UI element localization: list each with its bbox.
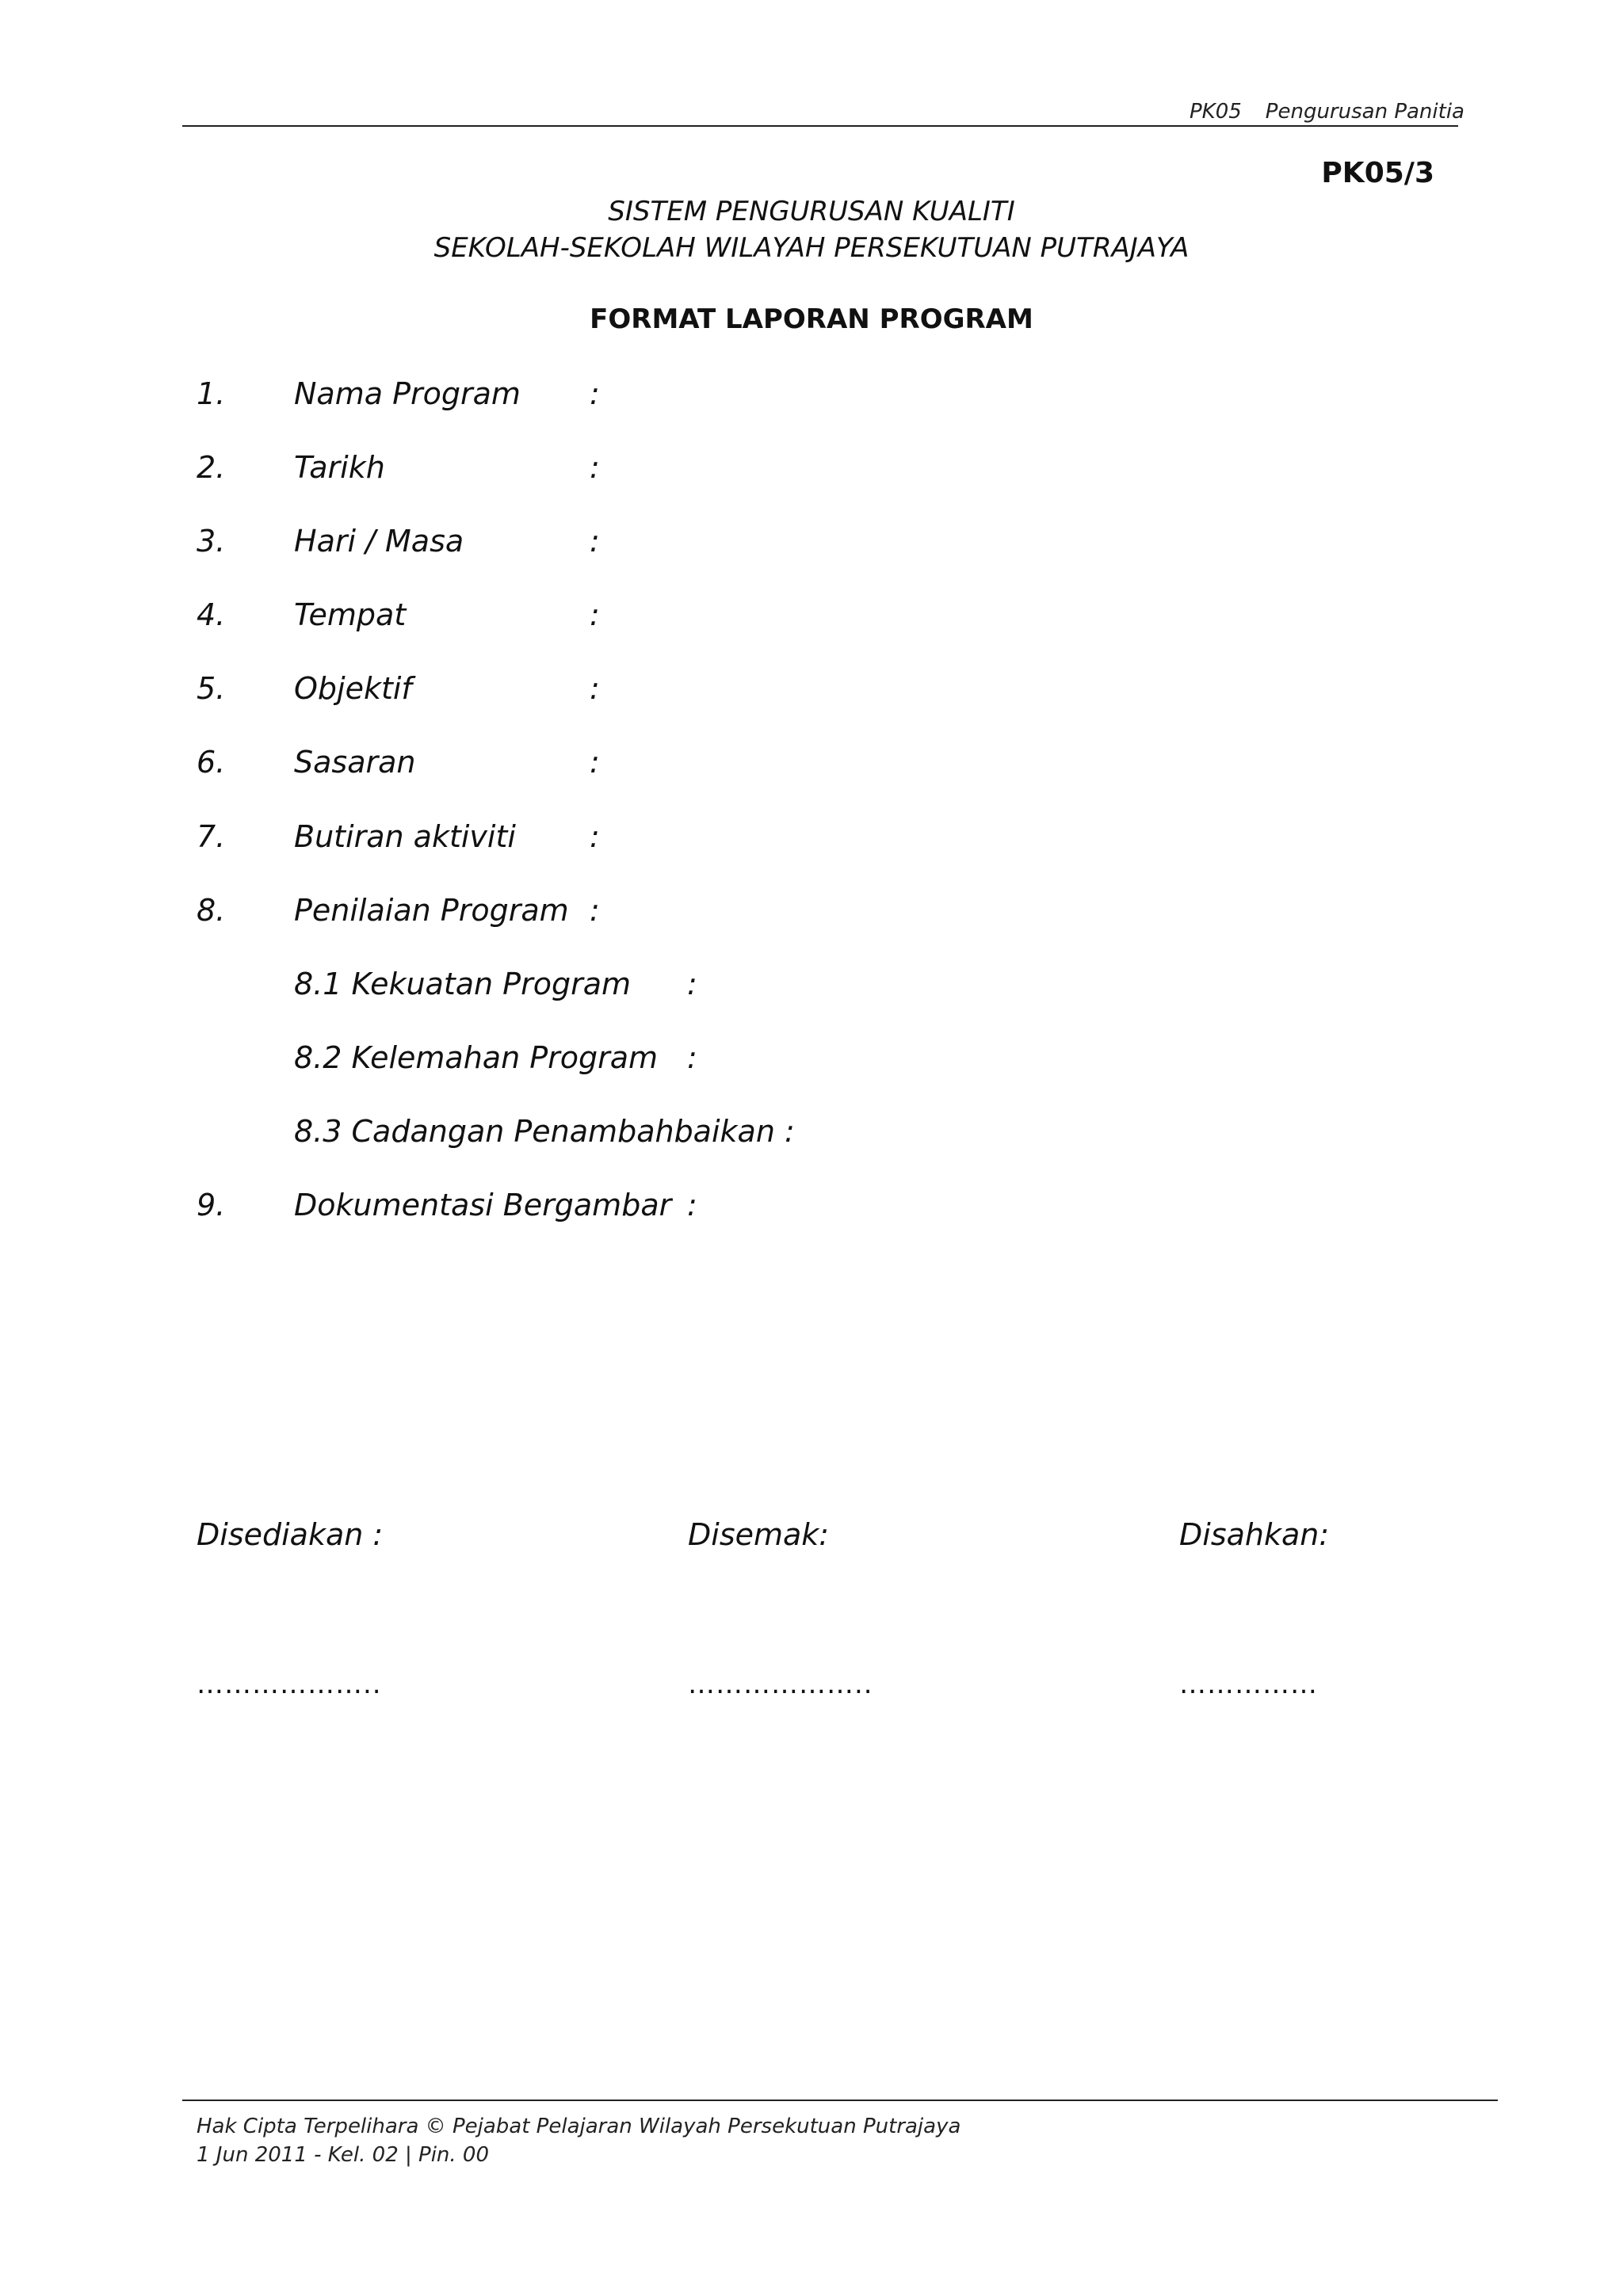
approved-by-label: Disahkan:: [1179, 1517, 1330, 1552]
field-label: Dokumentasi Bergambar: [294, 1188, 672, 1222]
field-label: Objektif: [294, 671, 412, 706]
subfield-cadangan: [294, 1114, 795, 1149]
subfield-kelemahan: [294, 1040, 697, 1075]
header-divider: [182, 125, 1458, 127]
field-number: 2.: [197, 450, 226, 485]
document-heading: FORMAT LAPORAN PROGRAM: [590, 303, 1033, 335]
header-section: Pengurusan Panitia: [1265, 100, 1465, 124]
title-line-1: SISTEM PENGURUSAN KUALITI: [608, 196, 1015, 227]
field-colon: :: [590, 450, 600, 485]
document-code: PK05/3: [1321, 157, 1434, 189]
header-code: PK05: [1189, 100, 1242, 124]
field-number: 7.: [197, 819, 226, 854]
field-label: Nama Program: [294, 376, 521, 411]
field-colon: :: [590, 524, 600, 559]
field-colon: :: [590, 819, 600, 854]
field-label: Tarikh: [294, 450, 385, 485]
page-header: [1190, 100, 1465, 124]
subfield-colon: :: [687, 1040, 697, 1075]
footer-divider: [182, 2100, 1498, 2101]
footer-copyright: Hak Cipta Terpelihara © Pejabat Pelajaran Wilayah Persekutuan Putrajaya: [197, 2115, 961, 2138]
field-label: Penilaian Program: [294, 893, 569, 928]
field-colon: :: [590, 376, 600, 411]
field-number: 6.: [197, 745, 226, 780]
footer-revision: 1 Jun 2011 - Kel. 02 | Pin. 00: [197, 2143, 490, 2167]
field-number: 4.: [197, 597, 226, 632]
subfield-kekuatan: [294, 967, 697, 1001]
reviewed-by-label: Disemak:: [688, 1517, 830, 1552]
field-colon: :: [687, 1188, 697, 1222]
document-title: [0, 193, 1623, 266]
subfield-colon: :: [687, 967, 697, 1001]
page-footer: [197, 2112, 960, 2169]
field-number: 1.: [197, 376, 226, 411]
subfield-label: 8.3 Cadangan Penambahbaikan :: [294, 1114, 795, 1149]
prepared-by-label: Disediakan :: [197, 1517, 384, 1552]
field-label: Sasaran: [294, 745, 416, 780]
title-line-2: SEKOLAH-SEKOLAH WILAYAH PERSEKUTUAN PUTRAJAYA: [433, 232, 1190, 264]
approved-signature-line: ……………: [1179, 1669, 1318, 1700]
field-number: 3.: [197, 524, 226, 559]
reviewed-signature-line: ………………..: [688, 1669, 873, 1700]
prepared-signature-line: ………………..: [197, 1669, 382, 1700]
field-number: 9.: [197, 1188, 226, 1222]
field-label: Hari / Masa: [294, 524, 464, 559]
subfield-label: 8.2 Kelemahan Program: [294, 1040, 659, 1075]
field-colon: :: [590, 671, 600, 706]
field-colon: :: [590, 893, 600, 928]
field-label: Tempat: [294, 597, 407, 632]
field-number: 5.: [197, 671, 226, 706]
subfield-label: 8.1 Kekuatan Program: [294, 967, 632, 1001]
field-label: Butiran aktiviti: [294, 819, 516, 854]
field-number: 8.: [197, 893, 226, 928]
field-colon: :: [590, 597, 600, 632]
field-colon: :: [590, 745, 600, 780]
